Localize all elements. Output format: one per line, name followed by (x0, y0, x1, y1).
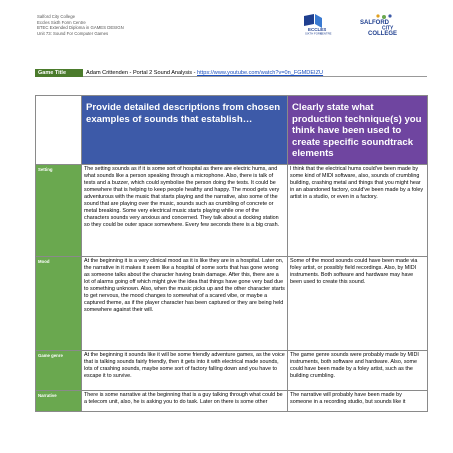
game-title-label: Game Title (35, 69, 83, 77)
centre-name: Eccles Sixth Form Centre (37, 19, 86, 25)
row-label-narrative: Narrative (36, 390, 82, 411)
row-label-mood: Mood (36, 256, 82, 350)
eccles-sixth-form-logo (300, 12, 340, 36)
narrative-description[interactable]: There is some narrative at the beginning that is a guy talking through what could be a telecom unit, also, he is asking you to do task. Later on there is some other (82, 390, 288, 411)
mood-technique[interactable]: Some of the mood sounds could have been made via foley artist, or possibly field recordings. Also, by MIDI instruments. Both software and hardware may have been used to create this sound. (288, 256, 428, 350)
college-header (37, 14, 124, 36)
svg-text:ECCLES: ECCLES (308, 27, 327, 32)
setting-technique[interactable]: I think that the electrical hums could've been made by some kind of MIDI software, also, sounds of crumbling building, crashing metal and things that you might hear in an abandoned factory, could've been made by a foley artist in a studio, or even in a factory. (288, 164, 428, 256)
row-label-setting: Setting (36, 164, 82, 256)
svg-text:CITY: CITY (382, 25, 394, 32)
table-row (36, 256, 428, 350)
game-genre-technique[interactable]: The game genre sounds were probably made by MIDI instruments, both software and hardware. Also, some could have been made by a foley artist, such as the building crumbling. (288, 350, 428, 390)
college-name: Salford City College (37, 14, 75, 19)
setting-description[interactable]: The setting sounds as if it is some sort of hospital as there are electric hums, and what sounds like a person speaking through a microphone. Also, there is talk of tests and a buzzer, which could symbolise the person doing the tests. It could be somewhere that is helping to keep people healthy and happy. The mood gets very adventurous with the music that starts playing and the narrative, also some of the sound that are playing over the music, sounds such as crumbling of concrete or metal breaking. Some very electrical music starts playing while one of the characters sounds very anxious and concerned. They talk about a docking station so they could be outer space somewhere. Every few seconds there is a big crash. (82, 164, 288, 256)
header-descriptions: Provide detailed descriptions from chosen examples of sounds that establish… (82, 96, 288, 165)
svg-text:COLLEGE: COLLEGE (368, 31, 398, 36)
table-row (36, 164, 428, 256)
table-header-row (36, 96, 428, 165)
table-row (36, 390, 428, 411)
table-row (36, 350, 428, 390)
game-title-text: Adam Crittenden - Portal 2 Sound Analysis - (86, 70, 197, 76)
header-techniques: Clearly state what production technique(s) you think have been used to create specific soundtrack elements (288, 96, 428, 165)
youtube-link[interactable]: https://www.youtube.com/watch?v=0n_FGMDEIZU (197, 70, 324, 76)
row-label-game-genre: Game genre (36, 350, 82, 390)
sound-analysis-table (35, 95, 428, 412)
game-title-value (83, 69, 427, 77)
narrative-technique[interactable]: The narrative will probably have been made by someone in a recording studio, but sounds like it (288, 390, 428, 411)
svg-text:CENTRE: CENTRE (320, 31, 332, 36)
mood-description[interactable]: At the beginning it is a very clinical mood as it is like they are in a hospital. Later on, the narrative in it makes it seem like a hospital of some sorts that has gone wrong as someone talks about the character having brain damage. After this, there are a lot of alarms going off which might give the idea that things have gone very bad due to something unknown. Also, when the music picks up and the other character starts to get nervous, the mood changes to somewhat of a scared vibe, or maybe a captured theme, as if the player character has been captured or they are being held somewhere against their will. (82, 256, 288, 350)
game-title-row (35, 69, 427, 77)
svg-text:SALFORD: SALFORD (360, 20, 389, 26)
salford-city-college-logo (348, 12, 420, 36)
unit-name: Unit 73: Sound For Computer Games (37, 30, 109, 36)
game-genre-description[interactable]: At the beginning it sounds like it will be some friendly adventure games, as the voice that is talking sounds fairly friendly, then it gets into it with electrical made sounds, lots of crashing sounds, maybe some sort of factory falling down and you have to escape it to survive. (82, 350, 288, 390)
course-name: BTEC Extended Diploma in GAMES DESIGN (37, 25, 124, 31)
svg-text:SIXTH FORM: SIXTH FORM (305, 31, 323, 36)
header-empty-cell (36, 96, 82, 165)
